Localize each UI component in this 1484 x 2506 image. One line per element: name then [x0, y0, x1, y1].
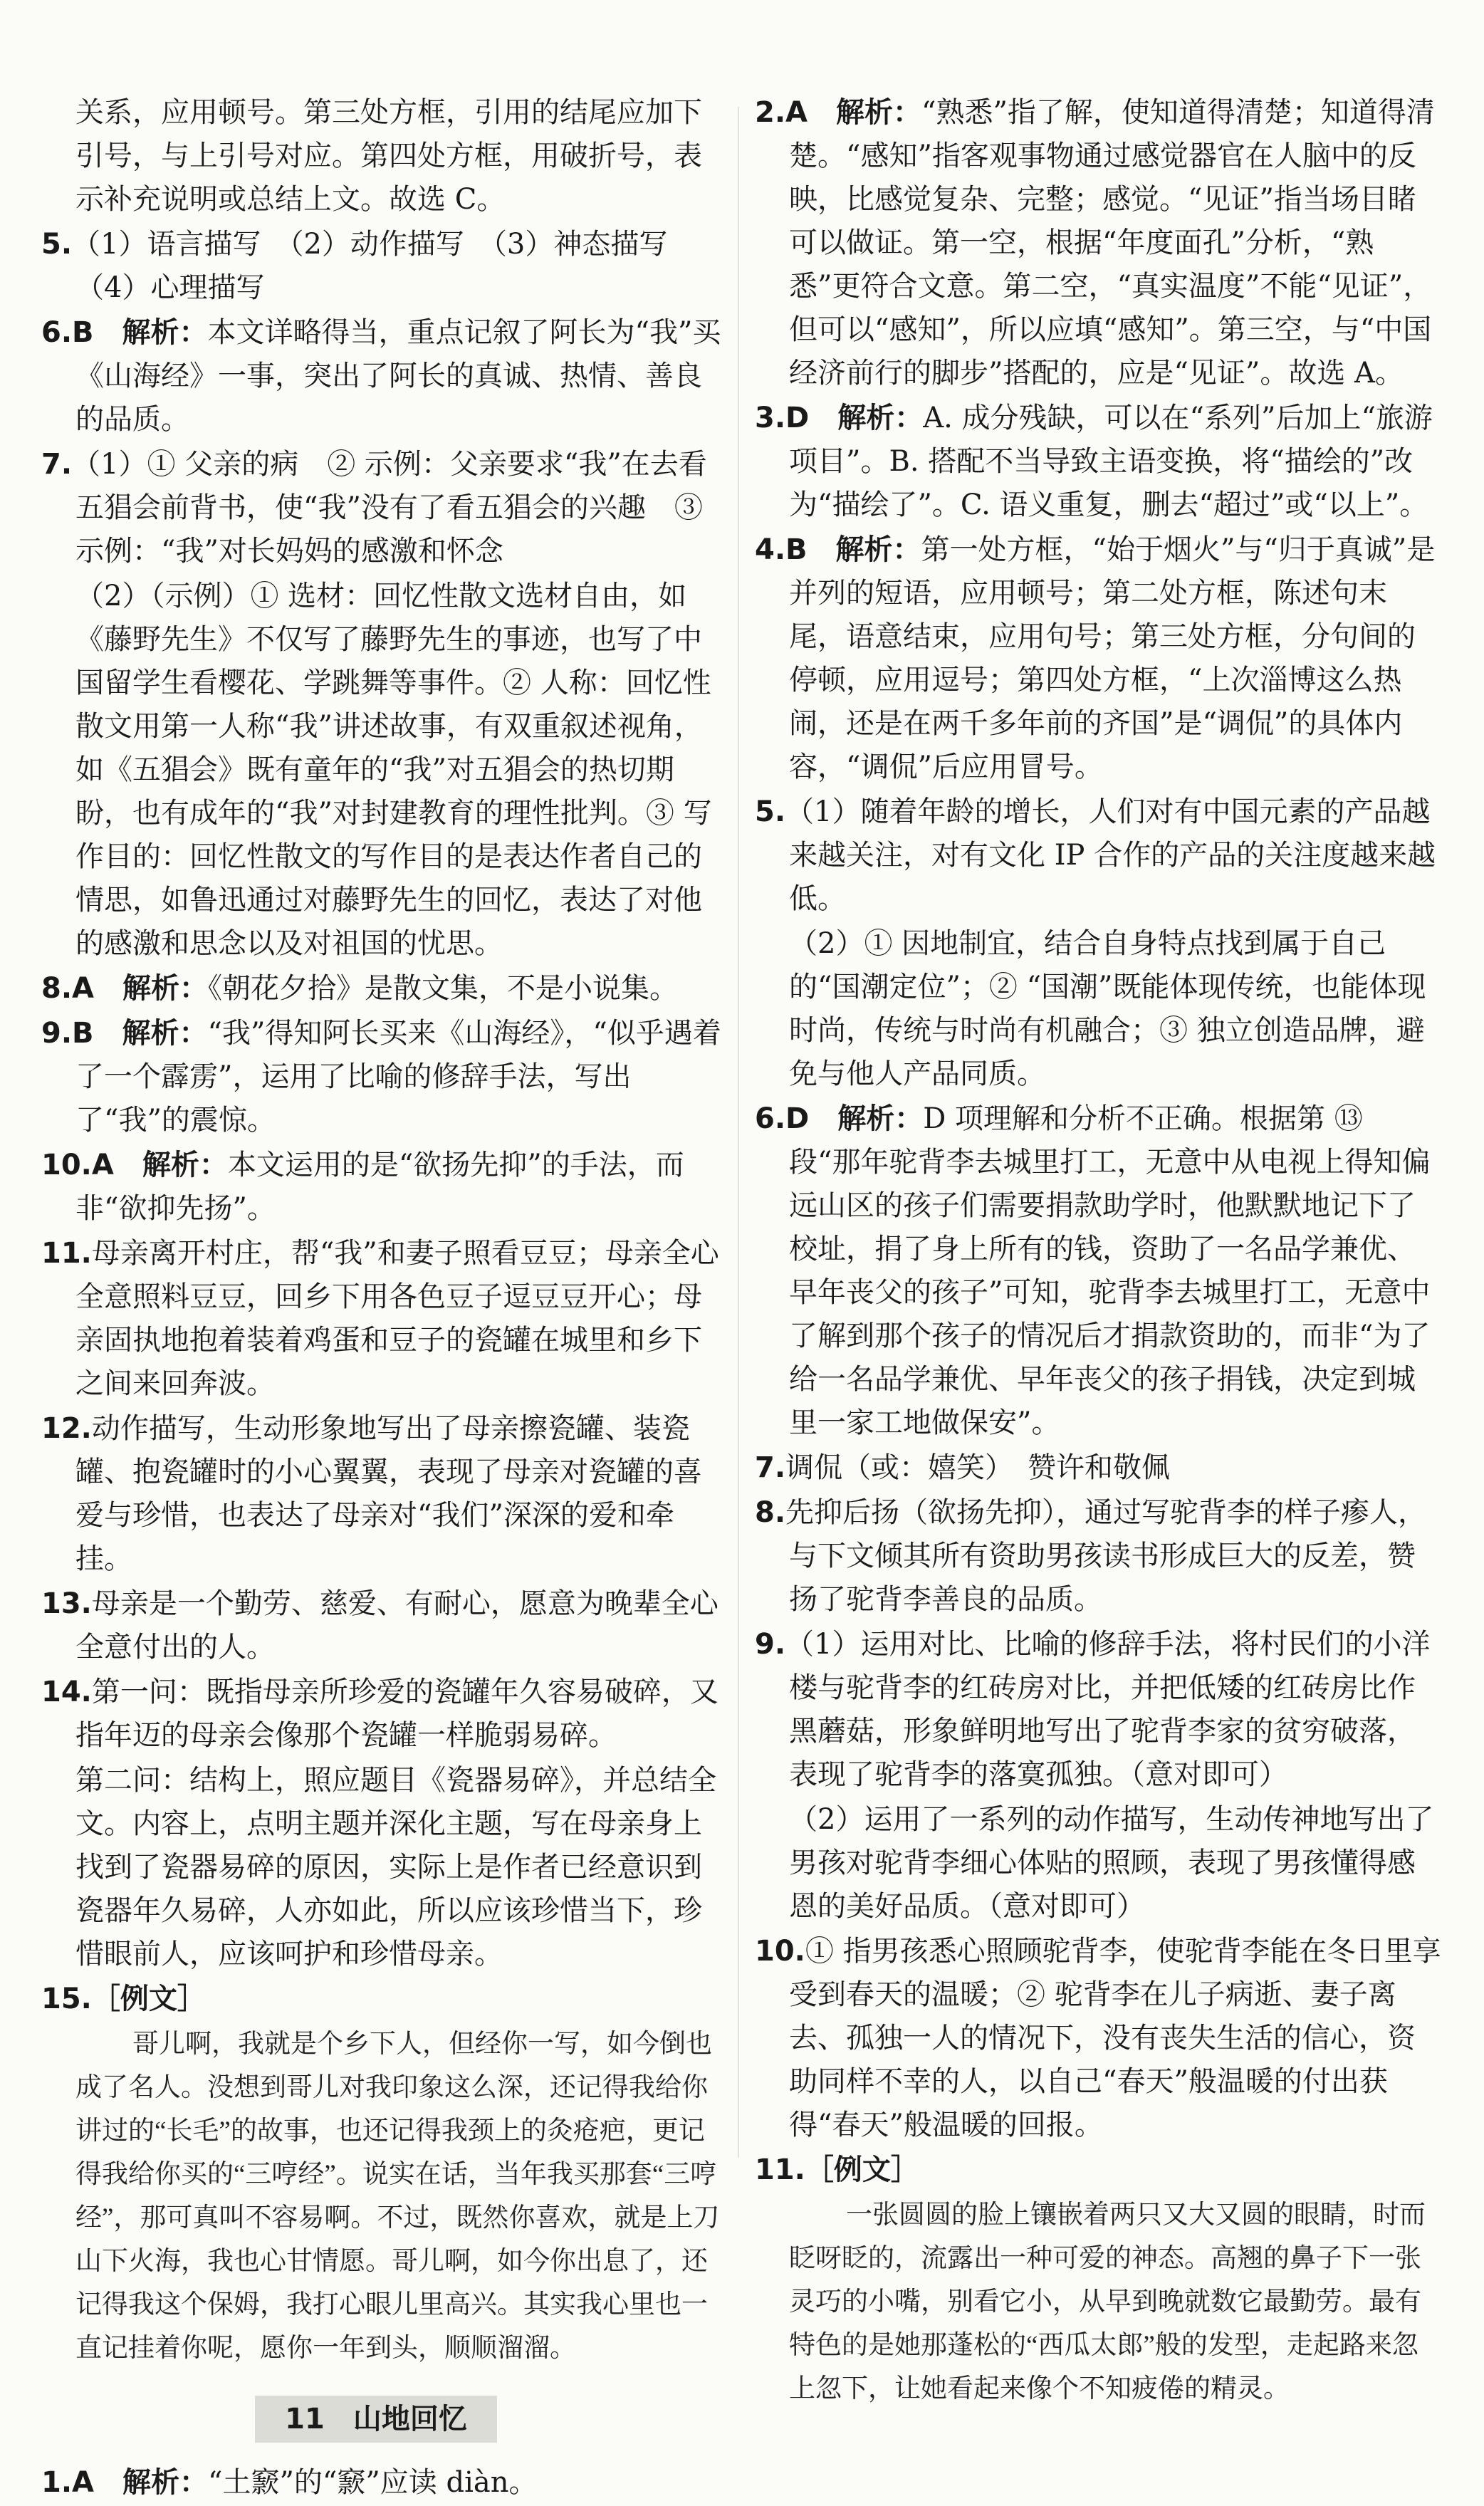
- answer-9: 9.B 解析：“我”得知阿长买来《山海经》，“似乎遇着了一个霹雳”，运用了比喻的修辞手法，写出了“我”的震惊。: [41, 1017, 721, 1137]
- answer-11-right: 11.［例文］: [755, 2153, 919, 2186]
- sample-essay-11: 一张圆圆的脸上镶嵌着两只又大又圆的眼睛，时而眨呀眨的，流露出一种可爱的神态。高翘的鼻子下一张灵巧的小嘴，别看它小，从早到晚就数它最勤劳。最有特色的是她那蓬松的“西瓜太郎”般的发型，走起路来忽上忽下，让她看起来像个不知疲倦的精灵。: [789, 2200, 1426, 2403]
- answer-7-part-2: （2）（示例）① 选材：回忆性散文选材自由，如《藤野先生》不仅写了藤野先生的事迹，也写了中国留学生看樱花、学跳舞等事件。② 人称：回忆性散文用第一人称“我”讲述故事，有双重叙述视角，如《五猖会》既有童年的“我”对五猖会的热切期盼，也有成年的“我”对封建教育的理性批判。③ 写作目的：回忆性散文的写作目的是表达作者自己的情思，如鲁迅通过对藤野先生的回忆，表达了对他的感激和思念以及对祖国的忧思。: [75, 580, 712, 960]
- section-answer-1: 1.A 解析：“土窾”的“窾”应读 diàn。: [41, 2466, 538, 2499]
- answer-8: 8.A 解析：《朝花夕拾》是散文集，不是小说集。: [41, 972, 678, 1005]
- answer-2: 2.A 解析：“熟悉”指了解，使知道得清楚；知道得清楚。“感知”指客观事物通过感觉器官在人脑中的反映，比感觉复杂、完整；感觉。“见证”指当场目睹可以做证。第一空，根据“年度面孔”分析，“熟悉”更符合文意。第二空，“真实温度”不能“见证”，但可以“感知”，所以应填“感知”。第三空，与“中国经济前行的脚步”搭配的，应是“见证”。故选 A。: [755, 96, 1435, 390]
- sample-essay-15: 哥儿啊，我就是个乡下人，但经你一写，如今倒也成了名人。没想到哥儿对我印象这么深，还记得我给你讲过的“长毛”的故事，也还记得我颈上的灸疮疤，更记得我给你买的“三哼经”。说实在话，当年我买那套“三哼经”，那可真叫不容易啊。不过，既然你喜欢，就是上刀山下火海，我也心甘情愿。哥儿啊，如今你出息了，还记得我这个保姆，我打心眼儿里高兴。其实我心里也一直记挂着你呢，愿你一年到头，顺顺溜溜。: [75, 2030, 720, 2363]
- answer-5: 5.（1）语言描写 （2）动作描写 （3）神态描写 （4）心理描写: [41, 228, 696, 304]
- right-column: [755, 91, 1443, 2411]
- answer-13: 13.母亲是一个勤劳、慈爱、有耐心，愿意为晚辈全心全意付出的人。: [41, 1587, 719, 1664]
- answer-9-part-2: （2）运用了一系列的动作描写，生动传神地写出了男孩对驼背李细心体贴的照顾，表现了男孩懂得感恩的美好品质。（意对即可）: [789, 1803, 1434, 1923]
- answer-3: 3.D 解析：A. 成分残缺，可以在“系列”后加上“旅游项目”。B. 搭配不当导致主语变换，将“描绘的”改为“描绘了”。C. 语义重复，删去“超过”或“以上”。: [755, 402, 1433, 521]
- answer-14-part-2: 第二问：结构上，照应题目《瓷器易碎》，并总结全文。内容上，点明主题并深化主题，写在母亲身上找到了瓷器易碎的原因，实际上是作者已经意识到瓷器年久易碎，人亦如此，所以应该珍惜当下，珍惜眼前人，应该呵护和珍惜母亲。: [75, 1764, 716, 1970]
- answer-10-right: 10.① 指男孩悉心照顾驼背李，使驼背李能在冬日里享受到春天的温暖；② 驼背李在儿子病逝、妻子离去、孤独一人的情况下，没有丧失生活的信心，资助同样不幸的人，以自己“春天”般温暖的付出获得“春天”般温暖的回报。: [755, 1935, 1441, 2141]
- column-divider: [738, 107, 739, 2158]
- answer-10: 10.A 解析：本文运用的是“欲扬先抑”的手法，而非“欲抑先扬”。: [41, 1149, 684, 1225]
- answer-6: 6.B 解析：本文详略得当，重点记叙了阿长为“我”买《山海经》一事，突出了阿长的真诚、热情、善良的品质。: [41, 316, 721, 436]
- answer-4: 4.B 解析：第一处方框，“始于烟火”与“归于真诚”是并列的短语，应用顿号；第二处方框，陈述句末尾，语意结束，应用句号；第三处方框，分句间的停顿，应用逗号；第四处方框，“上次淄博这么热闹，还是在两千多年前的齐国”是“调侃”的具体内容，“调侃”后应用冒号。: [755, 533, 1436, 783]
- answer-14: 14.第一问：既指母亲所珍爱的瓷罐年久容易破碎，又指年迈的母亲会像那个瓷罐一样脆弱易碎。: [41, 1676, 719, 1752]
- answer-7: 7.（1）① 父亲的病 ② 示例：父亲要求“我”在去看五猖会前背书，使“我”没有了看五猖会的兴趣 ③ 示例：“我”对长妈妈的感激和怀念: [41, 448, 707, 568]
- answer-7-right: 7.调侃（或：嬉笑） 赞许和敬佩: [755, 1451, 1171, 1484]
- answer-12: 12.动作描写，生动形象地写出了母亲擦瓷罐、装瓷罐、抱瓷罐时的小心翼翼，表现了母亲对瓷罐的喜爱与珍惜，也表达了母亲对“我们”深深的爱和牵挂。: [41, 1412, 702, 1575]
- answer-5-part-2: （2）① 因地制宜，结合自身特点找到属于自己的“国潮定位”；② “国潮”既能体现传统，也能体现时尚，传统与时尚有机融合；③ 独立创造品牌，避免与他人产品同质。: [789, 927, 1426, 1090]
- answer-5-right: 5.（1）随着年龄的增长，人们对有中国元素的产品越来越关注，对有文化 IP 合作的产品的关注度越来越低。: [755, 795, 1436, 915]
- answer-6-right: 6.D 解析：D 项理解和分析不正确。根据第 ⑬ 段“那年驼背李去城里打工，无意中从电视上得知偏远山区的孩子们需要捐款助学时，他默默地记下了校址，捐了身上所有的钱，资助了一名品学兼优、早年丧父的孩子”可知，驼背李去城里打工，无意中了解到那个孩子的情况后才捐款资助的，而非“为了给一名品学兼优、早年丧父的孩子捐钱，决定到城里一家工地做保安”。: [755, 1102, 1431, 1439]
- answer-9-right: 9.（1）运用对比、比喻的修辞手法，将村民们的小洋楼与驼背李的红砖房对比，并把低矮的红砖房比作黑蘑菇，形象鲜明地写出了驼背李家的贫穷破落，表现了驼背李的落寞孤独。（意对即可）: [755, 1628, 1431, 1791]
- answer-11: 11.母亲离开村庄，帮“我”和妻子照看豆豆；母亲全心全意照料豆豆，回乡下用各色豆子逗豆豆开心；母亲固执地抱着装着鸡蛋和豆子的瓷罐在城里和乡下之间来回奔波。: [41, 1237, 719, 1400]
- left-column: [41, 91, 725, 2506]
- answer-15: 15.［例文］: [41, 1983, 206, 2015]
- answer-8-right: 8.先抑后扬（欲扬先抑），通过写驼背李的样子瘆人，与下文倾其所有资助男孩读书形成巨大的反差，赞扬了驼背李善良的品质。: [755, 1496, 1427, 1616]
- section-header: 11 山地回忆: [255, 2396, 497, 2443]
- continued-answer: 关系，应用顿号。第三处方框，引用的结尾应加下引号，与上引号对应。第四处方框，用破折号，表示补充说明或总结上文。故选 C。: [75, 96, 702, 216]
